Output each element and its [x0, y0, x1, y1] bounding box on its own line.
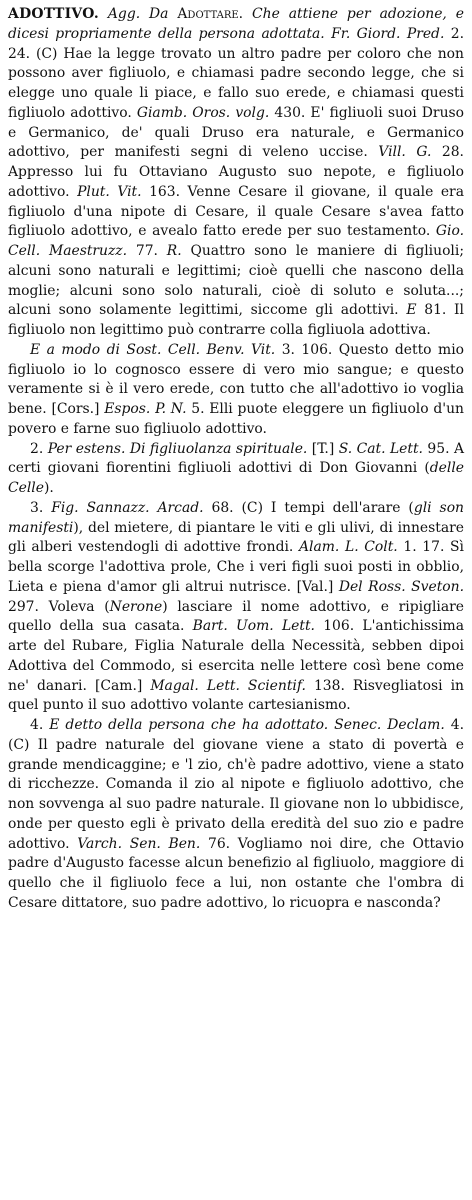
italic-text-run: Del Ross. Sveton. [338, 578, 464, 595]
italic-text-run: Alam. L. Colt. [298, 539, 398, 556]
italic-text-run: Vill. G. [378, 144, 432, 161]
text-run: 68. (C) I tempi dell'arare ( [203, 499, 414, 516]
text-run: 138. Risvegliatosi in quel punto il suo adottivo volante cartesianismo. [8, 677, 464, 714]
italic-text-run: Per estens. Di figliuolanza spirituale. [47, 440, 308, 457]
dictionary-entry [8, 5, 464, 914]
text-run: ) lasciare il nome adottivo, e ripigliare quello della sua casata. [8, 598, 464, 635]
italic-text-run: Magal. Lett. Scientif. [150, 677, 306, 694]
text-run: 106. L'antichissima arte del Rubare, Figlia Naturale della Necessità, sebben dipoi Adottiva del Commodo, si esercita nelle lettere così bene come ne' danari. [Cam.] [8, 618, 464, 694]
entry-definition-paragraph [8, 5, 464, 341]
text-run: 430. E' figliuoli suoi Druso e Germanico, de' quali Druso era naturale, e Germanico adottivo, per manifesti segni di veleno uccise. [8, 104, 465, 161]
text-run: 77. [127, 243, 167, 259]
text-run: 5. Elli puote eleggere un figliuolo d'un povero e farne suo figliuolo adottivo. [8, 401, 464, 437]
italic-text-run: E a modo di Sost. Cell. Benv. Vit. [30, 341, 276, 358]
text-run: Quattro sono le maniere di figliuoli; alcuni sono naturali e legittimi; cioè quelli che nascono della moglie; alcuni sono solo naturali, cioè di soluto e soluta...; alcuni sono solamente legittimi, siccome gli adottivi. [8, 243, 464, 319]
text-run: 81. Il figliuolo non legittimo può contrarre colla figliuola adottiva. [8, 302, 464, 338]
italic-text-run: Bart. Uom. Lett. [192, 618, 315, 635]
text-run: 2. [30, 440, 48, 457]
italic-text-run: Plut. Vit. [77, 183, 142, 200]
small-caps-text-run: Adottare [177, 6, 239, 22]
text-run: 297. Voleva ( [8, 598, 110, 615]
italic-text-run: Gio. Cell. Maestruzz. [8, 223, 464, 259]
text-run: ), del mietere, di piantare le viti e gli ulivi, di innestare gli alberi vestendogli di adottive frondi. [8, 519, 464, 556]
text-run: 28. Appresso lui fu Ottaviano Augusto suo nepote, e figliuolo adottivo. [8, 144, 464, 200]
italic-text-run: delle Celle [8, 460, 464, 496]
text-run: 95. A certi giovani fiorentini figliuoli adottivi di Don Giovanni ( [8, 440, 464, 477]
text-run: [T.] [307, 440, 339, 457]
italic-text-run: R. [166, 243, 182, 259]
text-run: 3. [30, 499, 52, 516]
italic-text-run: S. Cat. Lett. [338, 440, 423, 457]
entry-sense-paragraph [8, 499, 464, 716]
italic-text-run: Nerone [109, 598, 163, 615]
text-run: . [238, 6, 253, 22]
entry-sense-paragraph [8, 341, 464, 440]
text-run: 2. 24. (C) Hae la legge trovato un altro padre per coloro che non possono aver figliuolo, e chiamasi padre secondo legge, che si elegge uno quale li piace, e fallo suo erede, e chiamasi questi figliuolo adottivo. [8, 25, 464, 121]
text-run: 163. Venne Cesare il giovane, il quale era figliuolo d'una nipote di Cesare, il quale Cesare s'avea fatto figliuolo adottivo, e avealo fatto erede per suo testamento. [8, 183, 464, 240]
italic-text-run: Varch. Sen. Ben. [77, 835, 201, 852]
text-run: 4. [30, 717, 50, 733]
text-run [99, 6, 108, 22]
entry-sense-paragraph [8, 716, 464, 914]
text-run: 76. Vogliamo noi dire, che Ottavio padre d'Augusto facesse alcun benefizio al figliuolo, maggiore di quello che il figliuolo fece a lui, non ostante che l'ombra di Cesare dittatore, suo padre adottivo, lo ricuopra e nasconda? [8, 835, 464, 911]
italic-text-run: Giamb. Oros. volg. [136, 104, 270, 121]
text-run: 4. (C) Il padre naturale del giovane viene a stato di povertà e grande mendicaggine; e 'l zio, ch'è padre adottivo, viene a stato di ricchezze. Comanda il zio al nipote e figliuolo adottivo, che non sovvenga al suo padre naturale. Il giovane non lo ubbidisce, onde per questo egli è privato della eredità del suo zio e padre adottivo. [8, 717, 465, 852]
text-run: ). [43, 480, 54, 496]
italic-text-run: Fig. Sannazz. Arcad. [51, 499, 204, 516]
headword: ADOTTIVO. [8, 6, 99, 22]
text-run: 1. 17. Sì bella scorge l'adottiva prole, Che i veri figli suoi posti in obblio, Lieta e piena d'amor gli altrui nutrisce. [Val.] [8, 539, 464, 595]
text-run: 3. 106. Questo detto mio figliuolo io lo cognosco essere di vero mio sangue; e questo veramente si è il vero erede, con tutto che all'adottivo io voglia bene. [Cors.] [8, 341, 464, 417]
italic-text-run: gli son manifesti [8, 499, 464, 536]
italic-text-run: Espos. P. N. [104, 401, 187, 417]
italic-text-run: Che attiene per adozione, e dicesi propriamente della persona adottata. Fr. Giord. Pred. [8, 6, 464, 42]
entry-sense-paragraph [8, 440, 464, 499]
italic-text-run: E detto della persona che ha adottato. Senec. Declam. [49, 717, 445, 733]
italic-text-run: Agg. Da [107, 6, 178, 22]
italic-text-run: E [406, 302, 417, 319]
